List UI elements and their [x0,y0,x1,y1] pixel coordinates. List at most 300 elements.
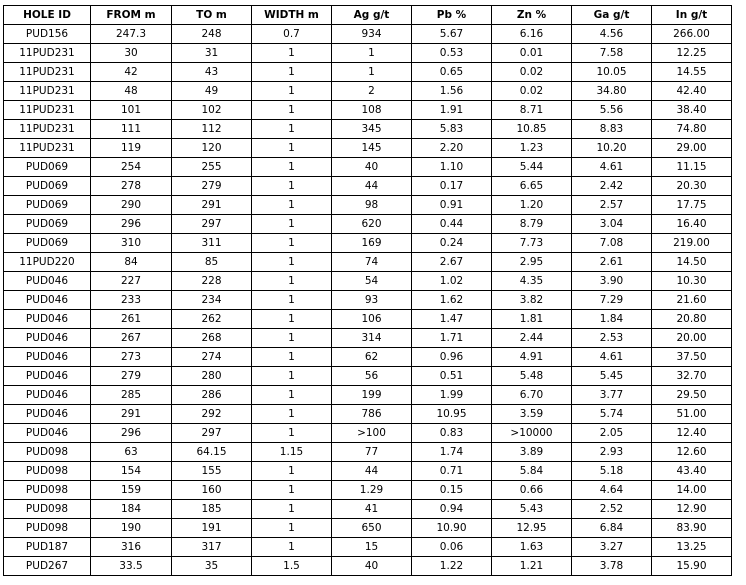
cell-hole-id: PUD069 [4,196,91,215]
cell-width: 1 [252,424,332,443]
cell-from: 119 [91,139,172,158]
cell-from: 290 [91,196,172,215]
cell-hole-id: PUD098 [4,443,91,462]
cell-width: 1 [252,196,332,215]
cell-width: 1 [252,215,332,234]
cell-width: 1 [252,519,332,538]
cell-hole-id: 11PUD231 [4,139,91,158]
table-row [4,348,732,367]
table-row [4,462,732,481]
cell-from: 261 [91,310,172,329]
cell-to: 286 [172,386,252,405]
cell-ga: 5.18 [572,462,652,481]
cell-from: 154 [91,462,172,481]
table-row [4,234,732,253]
cell-width: 1.5 [252,557,332,576]
cell-ag: 93 [332,291,412,310]
cell-ga: 10.20 [572,139,652,158]
cell-hole-id: PUD156 [4,25,91,44]
cell-from: 184 [91,500,172,519]
cell-ga: 8.83 [572,120,652,139]
cell-ga: 7.29 [572,291,652,310]
cell-width: 1 [252,120,332,139]
cell-zn: 4.91 [492,348,572,367]
column-header-width: WIDTH m [252,6,332,25]
cell-to: 234 [172,291,252,310]
table-row [4,215,732,234]
cell-ag: 108 [332,101,412,120]
table-body [4,25,732,576]
cell-zn: 0.01 [492,44,572,63]
cell-from: 296 [91,424,172,443]
cell-width: 1 [252,44,332,63]
cell-ag: 62 [332,348,412,367]
cell-ag: 620 [332,215,412,234]
cell-width: 1 [252,139,332,158]
cell-from: 101 [91,101,172,120]
cell-width: 1 [252,291,332,310]
cell-from: 227 [91,272,172,291]
assay-results-table [3,5,732,576]
column-header-ga: Ga g/t [572,6,652,25]
cell-in: 20.00 [652,329,732,348]
cell-in: 13.25 [652,538,732,557]
cell-ga: 6.84 [572,519,652,538]
cell-pb: 0.83 [412,424,492,443]
cell-to: 228 [172,272,252,291]
cell-zn: 5.43 [492,500,572,519]
cell-pb: 0.24 [412,234,492,253]
cell-ag: 15 [332,538,412,557]
cell-to: 155 [172,462,252,481]
cell-to: 35 [172,557,252,576]
cell-in: 14.00 [652,481,732,500]
cell-in: 42.40 [652,82,732,101]
cell-pb: 0.71 [412,462,492,481]
cell-pb: 0.65 [412,63,492,82]
cell-in: 11.15 [652,158,732,177]
cell-zn: 2.95 [492,253,572,272]
cell-ga: 3.90 [572,272,652,291]
cell-zn: 12.95 [492,519,572,538]
cell-from: 111 [91,120,172,139]
cell-pb: 0.53 [412,44,492,63]
cell-ga: 5.74 [572,405,652,424]
cell-in: 43.40 [652,462,732,481]
cell-ag: 1 [332,44,412,63]
cell-ga: 4.56 [572,25,652,44]
cell-width: 1 [252,481,332,500]
cell-pb: 2.67 [412,253,492,272]
cell-pb: 0.44 [412,215,492,234]
cell-to: 268 [172,329,252,348]
cell-ag: 2 [332,82,412,101]
cell-ag: 106 [332,310,412,329]
table-row [4,101,732,120]
cell-ga: 2.42 [572,177,652,196]
cell-hole-id: PUD187 [4,538,91,557]
cell-in: 17.75 [652,196,732,215]
cell-width: 1 [252,234,332,253]
cell-from: 310 [91,234,172,253]
cell-width: 1 [252,82,332,101]
cell-width: 1 [252,538,332,557]
cell-hole-id: 11PUD231 [4,101,91,120]
cell-width: 0.7 [252,25,332,44]
cell-ga: 3.78 [572,557,652,576]
cell-to: 120 [172,139,252,158]
column-header-ag: Ag g/t [332,6,412,25]
cell-pb: 1.02 [412,272,492,291]
table-row [4,44,732,63]
cell-from: 296 [91,215,172,234]
cell-from: 254 [91,158,172,177]
cell-zn: 4.35 [492,272,572,291]
cell-hole-id: PUD098 [4,519,91,538]
cell-zn: 5.44 [492,158,572,177]
cell-ag: 145 [332,139,412,158]
cell-to: 274 [172,348,252,367]
cell-ga: 3.04 [572,215,652,234]
column-header-from: FROM m [91,6,172,25]
cell-width: 1 [252,462,332,481]
cell-hole-id: PUD046 [4,348,91,367]
cell-in: 21.60 [652,291,732,310]
cell-ga: 2.52 [572,500,652,519]
cell-pb: 1.56 [412,82,492,101]
column-header-in: In g/t [652,6,732,25]
cell-from: 316 [91,538,172,557]
cell-hole-id: PUD267 [4,557,91,576]
cell-width: 1 [252,386,332,405]
cell-width: 1 [252,405,332,424]
cell-ag: 169 [332,234,412,253]
table-row [4,196,732,215]
cell-hole-id: 11PUD231 [4,120,91,139]
cell-hole-id: PUD069 [4,177,91,196]
cell-zn: 1.63 [492,538,572,557]
cell-ag: 345 [332,120,412,139]
cell-pb: 0.06 [412,538,492,557]
cell-to: 112 [172,120,252,139]
cell-pb: 5.67 [412,25,492,44]
cell-width: 1 [252,63,332,82]
table-row [4,424,732,443]
cell-zn: 1.81 [492,310,572,329]
cell-in: 32.70 [652,367,732,386]
cell-from: 267 [91,329,172,348]
cell-hole-id: PUD046 [4,291,91,310]
cell-in: 20.30 [652,177,732,196]
cell-in: 14.50 [652,253,732,272]
cell-ga: 4.64 [572,481,652,500]
cell-to: 292 [172,405,252,424]
cell-to: 160 [172,481,252,500]
table-row [4,158,732,177]
cell-ga: 34.80 [572,82,652,101]
cell-pb: 0.91 [412,196,492,215]
cell-pb: 0.94 [412,500,492,519]
cell-zn: 0.02 [492,63,572,82]
cell-width: 1 [252,329,332,348]
cell-ga: 3.77 [572,386,652,405]
cell-from: 48 [91,82,172,101]
cell-ag: 786 [332,405,412,424]
cell-ag: 1 [332,63,412,82]
cell-hole-id: 11PUD231 [4,63,91,82]
cell-pb: 1.62 [412,291,492,310]
cell-from: 273 [91,348,172,367]
header-row [4,6,732,25]
cell-in: 16.40 [652,215,732,234]
table-row [4,272,732,291]
cell-pb: 0.96 [412,348,492,367]
cell-ag: 40 [332,557,412,576]
cell-hole-id: PUD098 [4,481,91,500]
cell-in: 14.55 [652,63,732,82]
table-row [4,139,732,158]
cell-hole-id: PUD046 [4,386,91,405]
cell-zn: 10.85 [492,120,572,139]
cell-to: 85 [172,253,252,272]
cell-zn: 6.16 [492,25,572,44]
cell-width: 1 [252,272,332,291]
cell-in: 51.00 [652,405,732,424]
cell-to: 102 [172,101,252,120]
cell-in: 83.90 [652,519,732,538]
cell-ag: 650 [332,519,412,538]
cell-from: 190 [91,519,172,538]
cell-zn: 8.71 [492,101,572,120]
cell-zn: 5.48 [492,367,572,386]
cell-hole-id: PUD069 [4,158,91,177]
cell-to: 248 [172,25,252,44]
cell-to: 49 [172,82,252,101]
cell-hole-id: PUD069 [4,215,91,234]
cell-width: 1 [252,310,332,329]
cell-in: 15.90 [652,557,732,576]
table-row [4,538,732,557]
cell-ag: 74 [332,253,412,272]
cell-from: 42 [91,63,172,82]
cell-from: 33.5 [91,557,172,576]
table-row [4,500,732,519]
cell-pb: 10.90 [412,519,492,538]
cell-from: 63 [91,443,172,462]
table-row [4,405,732,424]
table-row [4,329,732,348]
cell-zn: 6.65 [492,177,572,196]
table-row [4,386,732,405]
cell-ga: 3.27 [572,538,652,557]
table-row [4,177,732,196]
cell-ga: 1.84 [572,310,652,329]
cell-zn: 1.23 [492,139,572,158]
cell-hole-id: PUD098 [4,500,91,519]
cell-to: 185 [172,500,252,519]
cell-width: 1 [252,177,332,196]
table-row [4,120,732,139]
cell-to: 262 [172,310,252,329]
cell-ga: 2.53 [572,329,652,348]
cell-hole-id: 11PUD231 [4,82,91,101]
cell-to: 43 [172,63,252,82]
cell-ga: 2.57 [572,196,652,215]
cell-in: 29.00 [652,139,732,158]
cell-zn: 2.44 [492,329,572,348]
cell-from: 278 [91,177,172,196]
cell-ag: 56 [332,367,412,386]
column-header-hole-id: HOLE ID [4,6,91,25]
cell-ga: 2.05 [572,424,652,443]
cell-ag: 77 [332,443,412,462]
cell-from: 285 [91,386,172,405]
cell-from: 233 [91,291,172,310]
cell-pb: 1.22 [412,557,492,576]
cell-to: 191 [172,519,252,538]
cell-zn: 1.21 [492,557,572,576]
cell-pb: 0.17 [412,177,492,196]
cell-zn: 1.20 [492,196,572,215]
table-row [4,82,732,101]
cell-ga: 10.05 [572,63,652,82]
table-row [4,519,732,538]
cell-ga: 2.93 [572,443,652,462]
cell-from: 279 [91,367,172,386]
cell-zn: 3.82 [492,291,572,310]
cell-zn: 3.59 [492,405,572,424]
cell-pb: 0.51 [412,367,492,386]
cell-width: 1 [252,158,332,177]
cell-hole-id: PUD046 [4,310,91,329]
cell-pb: 0.15 [412,481,492,500]
cell-to: 297 [172,215,252,234]
cell-in: 37.50 [652,348,732,367]
cell-zn: 0.02 [492,82,572,101]
table-row [4,25,732,44]
cell-hole-id: PUD046 [4,329,91,348]
cell-ga: 4.61 [572,158,652,177]
cell-width: 1 [252,367,332,386]
cell-ag: 40 [332,158,412,177]
cell-to: 317 [172,538,252,557]
cell-from: 84 [91,253,172,272]
table-row [4,291,732,310]
cell-from: 247.3 [91,25,172,44]
cell-ag: 54 [332,272,412,291]
cell-in: 20.80 [652,310,732,329]
cell-ga: 5.56 [572,101,652,120]
cell-hole-id: PUD098 [4,462,91,481]
cell-ag: 44 [332,462,412,481]
cell-hole-id: PUD046 [4,272,91,291]
cell-ag: 98 [332,196,412,215]
cell-in: 12.25 [652,44,732,63]
cell-in: 12.90 [652,500,732,519]
cell-width: 1 [252,348,332,367]
cell-width: 1 [252,101,332,120]
cell-pb: 1.91 [412,101,492,120]
cell-hole-id: PUD069 [4,234,91,253]
cell-to: 31 [172,44,252,63]
cell-ag: 314 [332,329,412,348]
cell-ag: 1.29 [332,481,412,500]
cell-width: 1 [252,253,332,272]
table-row [4,310,732,329]
cell-zn: 7.73 [492,234,572,253]
cell-to: 291 [172,196,252,215]
cell-width: 1.15 [252,443,332,462]
cell-in: 266.00 [652,25,732,44]
cell-to: 280 [172,367,252,386]
cell-pb: 2.20 [412,139,492,158]
cell-hole-id: PUD046 [4,424,91,443]
cell-zn: 8.79 [492,215,572,234]
cell-pb: 1.74 [412,443,492,462]
cell-ag: 44 [332,177,412,196]
cell-hole-id: 11PUD220 [4,253,91,272]
cell-pb: 1.47 [412,310,492,329]
cell-from: 30 [91,44,172,63]
cell-ga: 7.08 [572,234,652,253]
cell-pb: 5.83 [412,120,492,139]
column-header-zn: Zn % [492,6,572,25]
cell-pb: 1.99 [412,386,492,405]
cell-pb: 1.10 [412,158,492,177]
cell-zn: >10000 [492,424,572,443]
cell-in: 12.40 [652,424,732,443]
cell-in: 38.40 [652,101,732,120]
table-row [4,481,732,500]
cell-in: 10.30 [652,272,732,291]
table-row [4,253,732,272]
cell-ga: 4.61 [572,348,652,367]
table-row [4,443,732,462]
cell-from: 291 [91,405,172,424]
cell-ag: 199 [332,386,412,405]
cell-zn: 6.70 [492,386,572,405]
cell-zn: 3.89 [492,443,572,462]
table-row [4,63,732,82]
cell-in: 74.80 [652,120,732,139]
cell-zn: 5.84 [492,462,572,481]
cell-ga: 5.45 [572,367,652,386]
cell-ag: >100 [332,424,412,443]
cell-to: 297 [172,424,252,443]
cell-ag: 934 [332,25,412,44]
cell-to: 255 [172,158,252,177]
cell-to: 279 [172,177,252,196]
cell-to: 64.15 [172,443,252,462]
table-row [4,557,732,576]
cell-in: 29.50 [652,386,732,405]
table-row [4,367,732,386]
cell-hole-id: PUD046 [4,405,91,424]
cell-pb: 10.95 [412,405,492,424]
cell-hole-id: 11PUD231 [4,44,91,63]
cell-ga: 7.58 [572,44,652,63]
cell-width: 1 [252,500,332,519]
table-header [4,6,732,25]
column-header-pb: Pb % [412,6,492,25]
cell-hole-id: PUD046 [4,367,91,386]
cell-ga: 2.61 [572,253,652,272]
cell-in: 219.00 [652,234,732,253]
cell-from: 159 [91,481,172,500]
column-header-to: TO m [172,6,252,25]
cell-zn: 0.66 [492,481,572,500]
cell-pb: 1.71 [412,329,492,348]
